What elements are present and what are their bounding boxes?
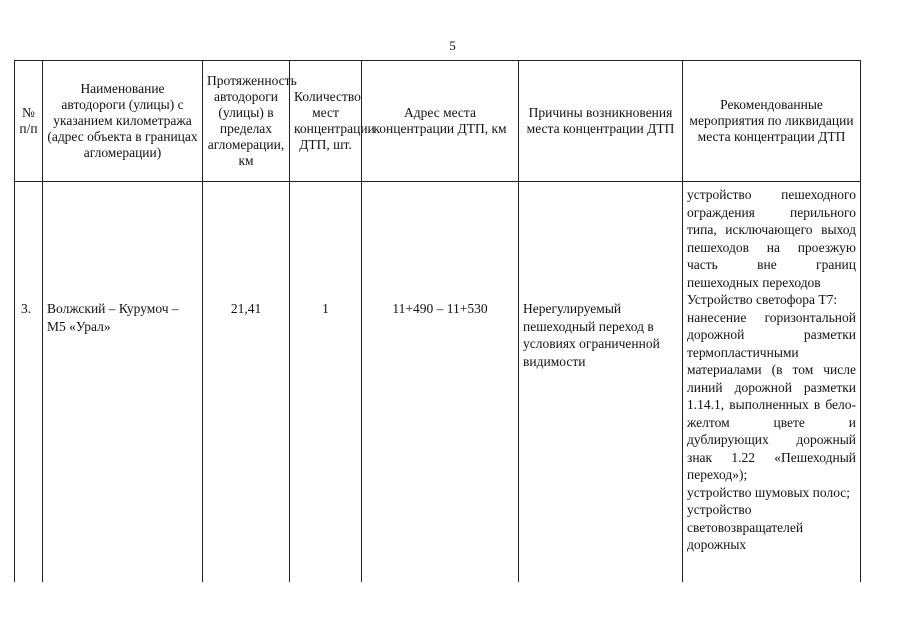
measures-marking: нанесение горизонтальной дорожной разметки термопластичными материалами (в том числе линий дорожной разметки 1.14.1, выполненных в бело-желтом цвете и дублирующих дорожный знак 1.22 «Пешеходный переход»); bbox=[687, 309, 856, 482]
dtp-concentration-table bbox=[14, 60, 861, 582]
table-row bbox=[15, 182, 861, 583]
row-road-name: Волжский – Курумоч – М5 «Урал» bbox=[47, 301, 179, 334]
page-number: 5 bbox=[449, 38, 456, 53]
measures-heading: Устройство светофора Т7: bbox=[687, 292, 838, 307]
row-length: 21,41 bbox=[230, 301, 262, 316]
measures-continued: устройство пешеходного ограждения перильного типа, исключающего выход пешеходов на проезжую часть вне границ пешеходных переходов bbox=[687, 187, 856, 290]
table-header-row bbox=[15, 61, 861, 182]
row-cause: Нерегулируемый пешеходный переход в условиях ограниченной видимости bbox=[523, 301, 660, 369]
header-count: Количество мест концентрации ДТП, шт. bbox=[290, 61, 362, 182]
header-measures: Рекомендованные мероприятия по ликвидации места концентрации ДТП bbox=[683, 61, 861, 182]
measures-noise: устройство шумовых полос; bbox=[687, 484, 851, 500]
row-number: 3. bbox=[21, 301, 32, 316]
row-count: 1 bbox=[322, 301, 329, 316]
header-length: Протяженность автодороги (улицы) в пределах агломерации, км bbox=[203, 61, 290, 182]
header-number: № п/п bbox=[15, 61, 43, 182]
header-road-name: Наименование автодороги (улицы) с указанием километража (адрес объекта в границах агломерации) bbox=[43, 61, 203, 182]
header-address: Адрес места концентрации ДТП, км bbox=[362, 61, 519, 182]
row-measures bbox=[687, 186, 856, 554]
measures-reflectors: устройство световозвращателей дорожных bbox=[687, 502, 804, 552]
header-cause: Причины возникновения места концентрации ДТП bbox=[519, 61, 683, 182]
row-address: 11+490 – 11+530 bbox=[392, 301, 488, 316]
